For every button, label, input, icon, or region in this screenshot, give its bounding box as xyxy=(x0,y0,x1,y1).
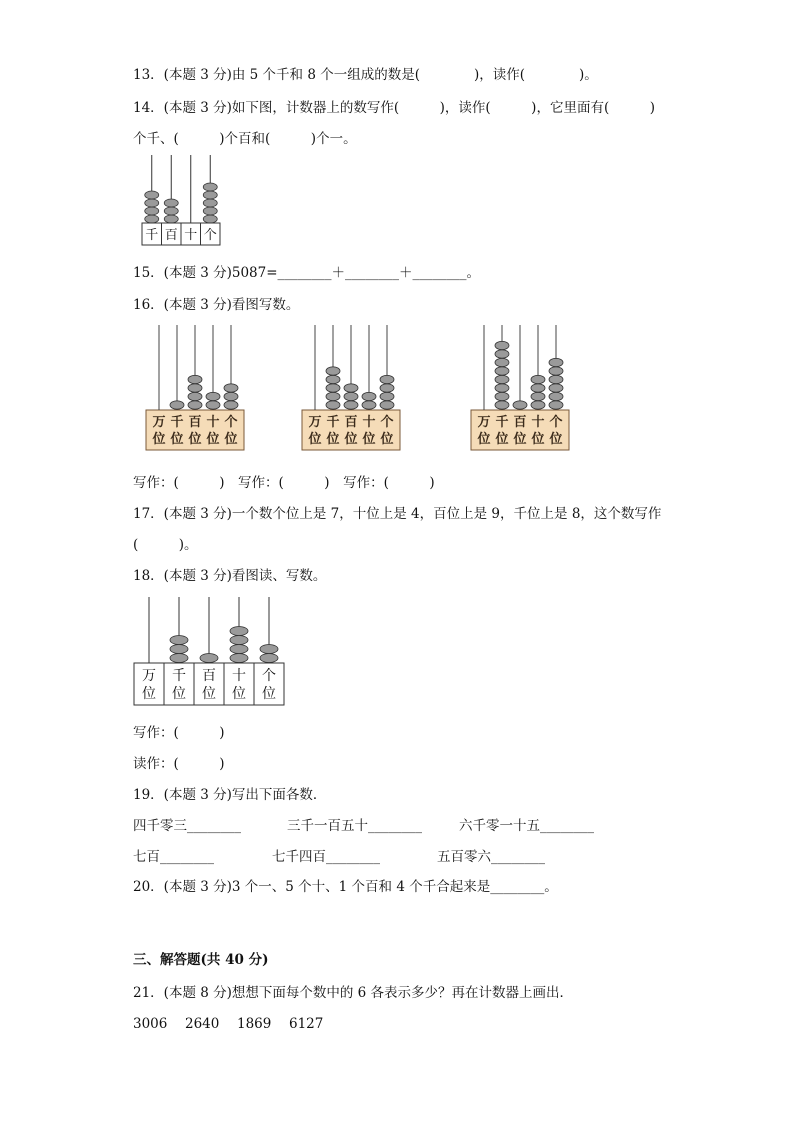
bead xyxy=(230,645,248,654)
bead xyxy=(224,401,238,409)
bead xyxy=(380,401,394,409)
place-label: 位 xyxy=(531,432,545,447)
bead xyxy=(145,191,159,199)
bead xyxy=(203,199,217,207)
bead xyxy=(203,183,217,191)
place-label: 位 xyxy=(362,432,376,447)
bead xyxy=(145,199,159,207)
place-label: 位 xyxy=(202,686,216,702)
place-label: 位 xyxy=(206,432,220,447)
place-label: 十 xyxy=(362,415,376,430)
bead xyxy=(549,375,563,383)
bead xyxy=(145,207,159,215)
question-15: 15．(本题 3 分)5087=________＋________＋________。 xyxy=(133,265,481,281)
bead xyxy=(344,384,358,392)
place-label: 位 xyxy=(172,686,186,702)
question-17-line2: ( )。 xyxy=(133,537,198,553)
place-label: 百 xyxy=(344,415,358,430)
bead xyxy=(260,654,278,663)
place-label: 百 xyxy=(202,668,216,684)
bead xyxy=(344,392,358,400)
abacus-q16-3 xyxy=(471,325,569,453)
bead xyxy=(495,392,509,400)
place-label: 个 xyxy=(224,415,238,430)
bead xyxy=(495,350,509,358)
bead xyxy=(206,401,220,409)
bead xyxy=(549,392,563,400)
bead xyxy=(188,384,202,392)
section-3-heading: 三、解答题(共 40 分) xyxy=(133,952,269,968)
bead xyxy=(200,654,218,663)
bead xyxy=(188,375,202,383)
bead xyxy=(164,199,178,207)
q19-item-2: 三千一百五十________ xyxy=(287,818,422,834)
q21-number-3: 1869 xyxy=(237,1016,272,1032)
bead xyxy=(362,401,376,409)
question-16: 16．(本题 3 分)看图写数。 xyxy=(133,297,300,313)
abacus-q16-2 xyxy=(302,325,400,453)
bead xyxy=(203,191,217,199)
place-label: 百 xyxy=(513,415,527,430)
question-16-answers: 写作：( ) 写作：( ) 写作：( ) xyxy=(133,475,435,491)
place-label: 千 xyxy=(495,415,509,430)
bead xyxy=(326,375,340,383)
bead xyxy=(170,654,188,663)
place-label: 十 xyxy=(531,415,545,430)
place-label: 百 xyxy=(188,415,202,430)
bead xyxy=(224,392,238,400)
question-19: 19．(本题 3 分)写出下面各数． xyxy=(133,787,327,803)
place-label: 百 xyxy=(164,228,178,243)
bead xyxy=(531,401,545,409)
bead xyxy=(549,384,563,392)
bead xyxy=(549,401,563,409)
question-14-line1: 14．(本题 3 分)如下图，计数器上的数写作( )，读作( )，它里面有( ) xyxy=(133,100,655,116)
bead xyxy=(326,384,340,392)
place-label: 位 xyxy=(142,686,156,702)
abacus-q14 xyxy=(141,155,223,247)
place-label: 位 xyxy=(326,432,340,447)
bead xyxy=(188,392,202,400)
place-label: 个 xyxy=(549,415,563,430)
bead xyxy=(230,627,248,636)
bead xyxy=(344,401,358,409)
bead xyxy=(531,392,545,400)
bead xyxy=(380,375,394,383)
place-label: 万 xyxy=(142,668,156,684)
place-label: 万 xyxy=(152,415,166,430)
place-label: 千 xyxy=(326,415,340,430)
question-21: 21．(本题 8 分)想想下面每个数中的 6 各表示多少？再在计数器上画出． xyxy=(133,985,574,1001)
place-label: 位 xyxy=(477,432,491,447)
bead xyxy=(362,392,376,400)
bead xyxy=(495,341,509,349)
place-label: 位 xyxy=(152,432,166,447)
bead xyxy=(495,358,509,366)
bead xyxy=(549,358,563,366)
bead xyxy=(513,401,527,409)
bead xyxy=(326,392,340,400)
place-label: 位 xyxy=(308,432,322,447)
q21-number-4: 6127 xyxy=(289,1016,324,1032)
question-13: 13．(本题 3 分)由 5 个千和 8 个一组成的数是( )，读作( )。 xyxy=(133,67,598,83)
place-label: 个 xyxy=(203,228,217,243)
bead xyxy=(549,367,563,375)
q19-item-1: 四千零三________ xyxy=(133,818,241,834)
bead xyxy=(380,384,394,392)
bead xyxy=(164,215,178,223)
place-label: 位 xyxy=(224,432,238,447)
place-label: 千 xyxy=(145,228,159,243)
place-label: 十 xyxy=(184,228,198,243)
bead xyxy=(170,636,188,645)
place-label: 位 xyxy=(495,432,509,447)
bead xyxy=(170,645,188,654)
place-label: 位 xyxy=(170,432,184,447)
q19-item-6: 五百零六________ xyxy=(437,849,545,865)
bead xyxy=(145,215,159,223)
q19-item-5: 七千四百________ xyxy=(272,849,380,865)
place-label: 位 xyxy=(380,432,394,447)
bead xyxy=(170,401,184,409)
bead xyxy=(203,215,217,223)
bead xyxy=(206,392,220,400)
question-14-line2: 个千、( )个百和( )个一。 xyxy=(133,131,357,147)
bead xyxy=(224,384,238,392)
question-18: 18．(本题 3 分)看图读、写数。 xyxy=(133,568,327,584)
place-label: 个 xyxy=(262,668,276,684)
bead xyxy=(230,636,248,645)
bead xyxy=(326,367,340,375)
question-20: 20．(本题 3 分)3 个一、5 个十、1 个百和 4 个千合起来是________。 xyxy=(133,879,558,895)
place-label: 位 xyxy=(513,432,527,447)
question-17-line1: 17．(本题 3 分)一个数个位上是 7，十位上是 4，百位上是 9，千位上是 8，这个数写作 xyxy=(133,506,662,522)
bead xyxy=(203,207,217,215)
q21-number-2: 2640 xyxy=(185,1016,220,1032)
place-label: 千 xyxy=(172,668,186,684)
bead xyxy=(188,401,202,409)
bead xyxy=(260,645,278,654)
bead xyxy=(495,375,509,383)
place-label: 个 xyxy=(380,415,394,430)
bead xyxy=(326,401,340,409)
question-18-read: 读作：( ) xyxy=(133,756,225,772)
question-18-write: 写作：( ) xyxy=(133,725,225,741)
place-label: 千 xyxy=(170,415,184,430)
bead xyxy=(531,375,545,383)
abacus-q16-1 xyxy=(146,325,244,453)
place-label: 十 xyxy=(206,415,220,430)
bead xyxy=(531,384,545,392)
bead xyxy=(230,654,248,663)
bead xyxy=(164,207,178,215)
bead xyxy=(495,384,509,392)
place-label: 万 xyxy=(477,415,491,430)
place-label: 位 xyxy=(549,432,563,447)
bead xyxy=(495,367,509,375)
bead xyxy=(380,392,394,400)
place-label: 位 xyxy=(262,686,276,702)
q19-item-3: 六千零一十五________ xyxy=(459,818,594,834)
place-label: 十 xyxy=(232,668,246,684)
place-label: 万 xyxy=(308,415,322,430)
q21-number-1: 3006 xyxy=(133,1016,168,1032)
q19-item-4: 七百________ xyxy=(133,849,214,865)
bead xyxy=(495,401,509,409)
place-label: 位 xyxy=(188,432,202,447)
place-label: 位 xyxy=(344,432,358,447)
place-label: 位 xyxy=(232,686,246,702)
abacus-q18 xyxy=(133,597,285,707)
